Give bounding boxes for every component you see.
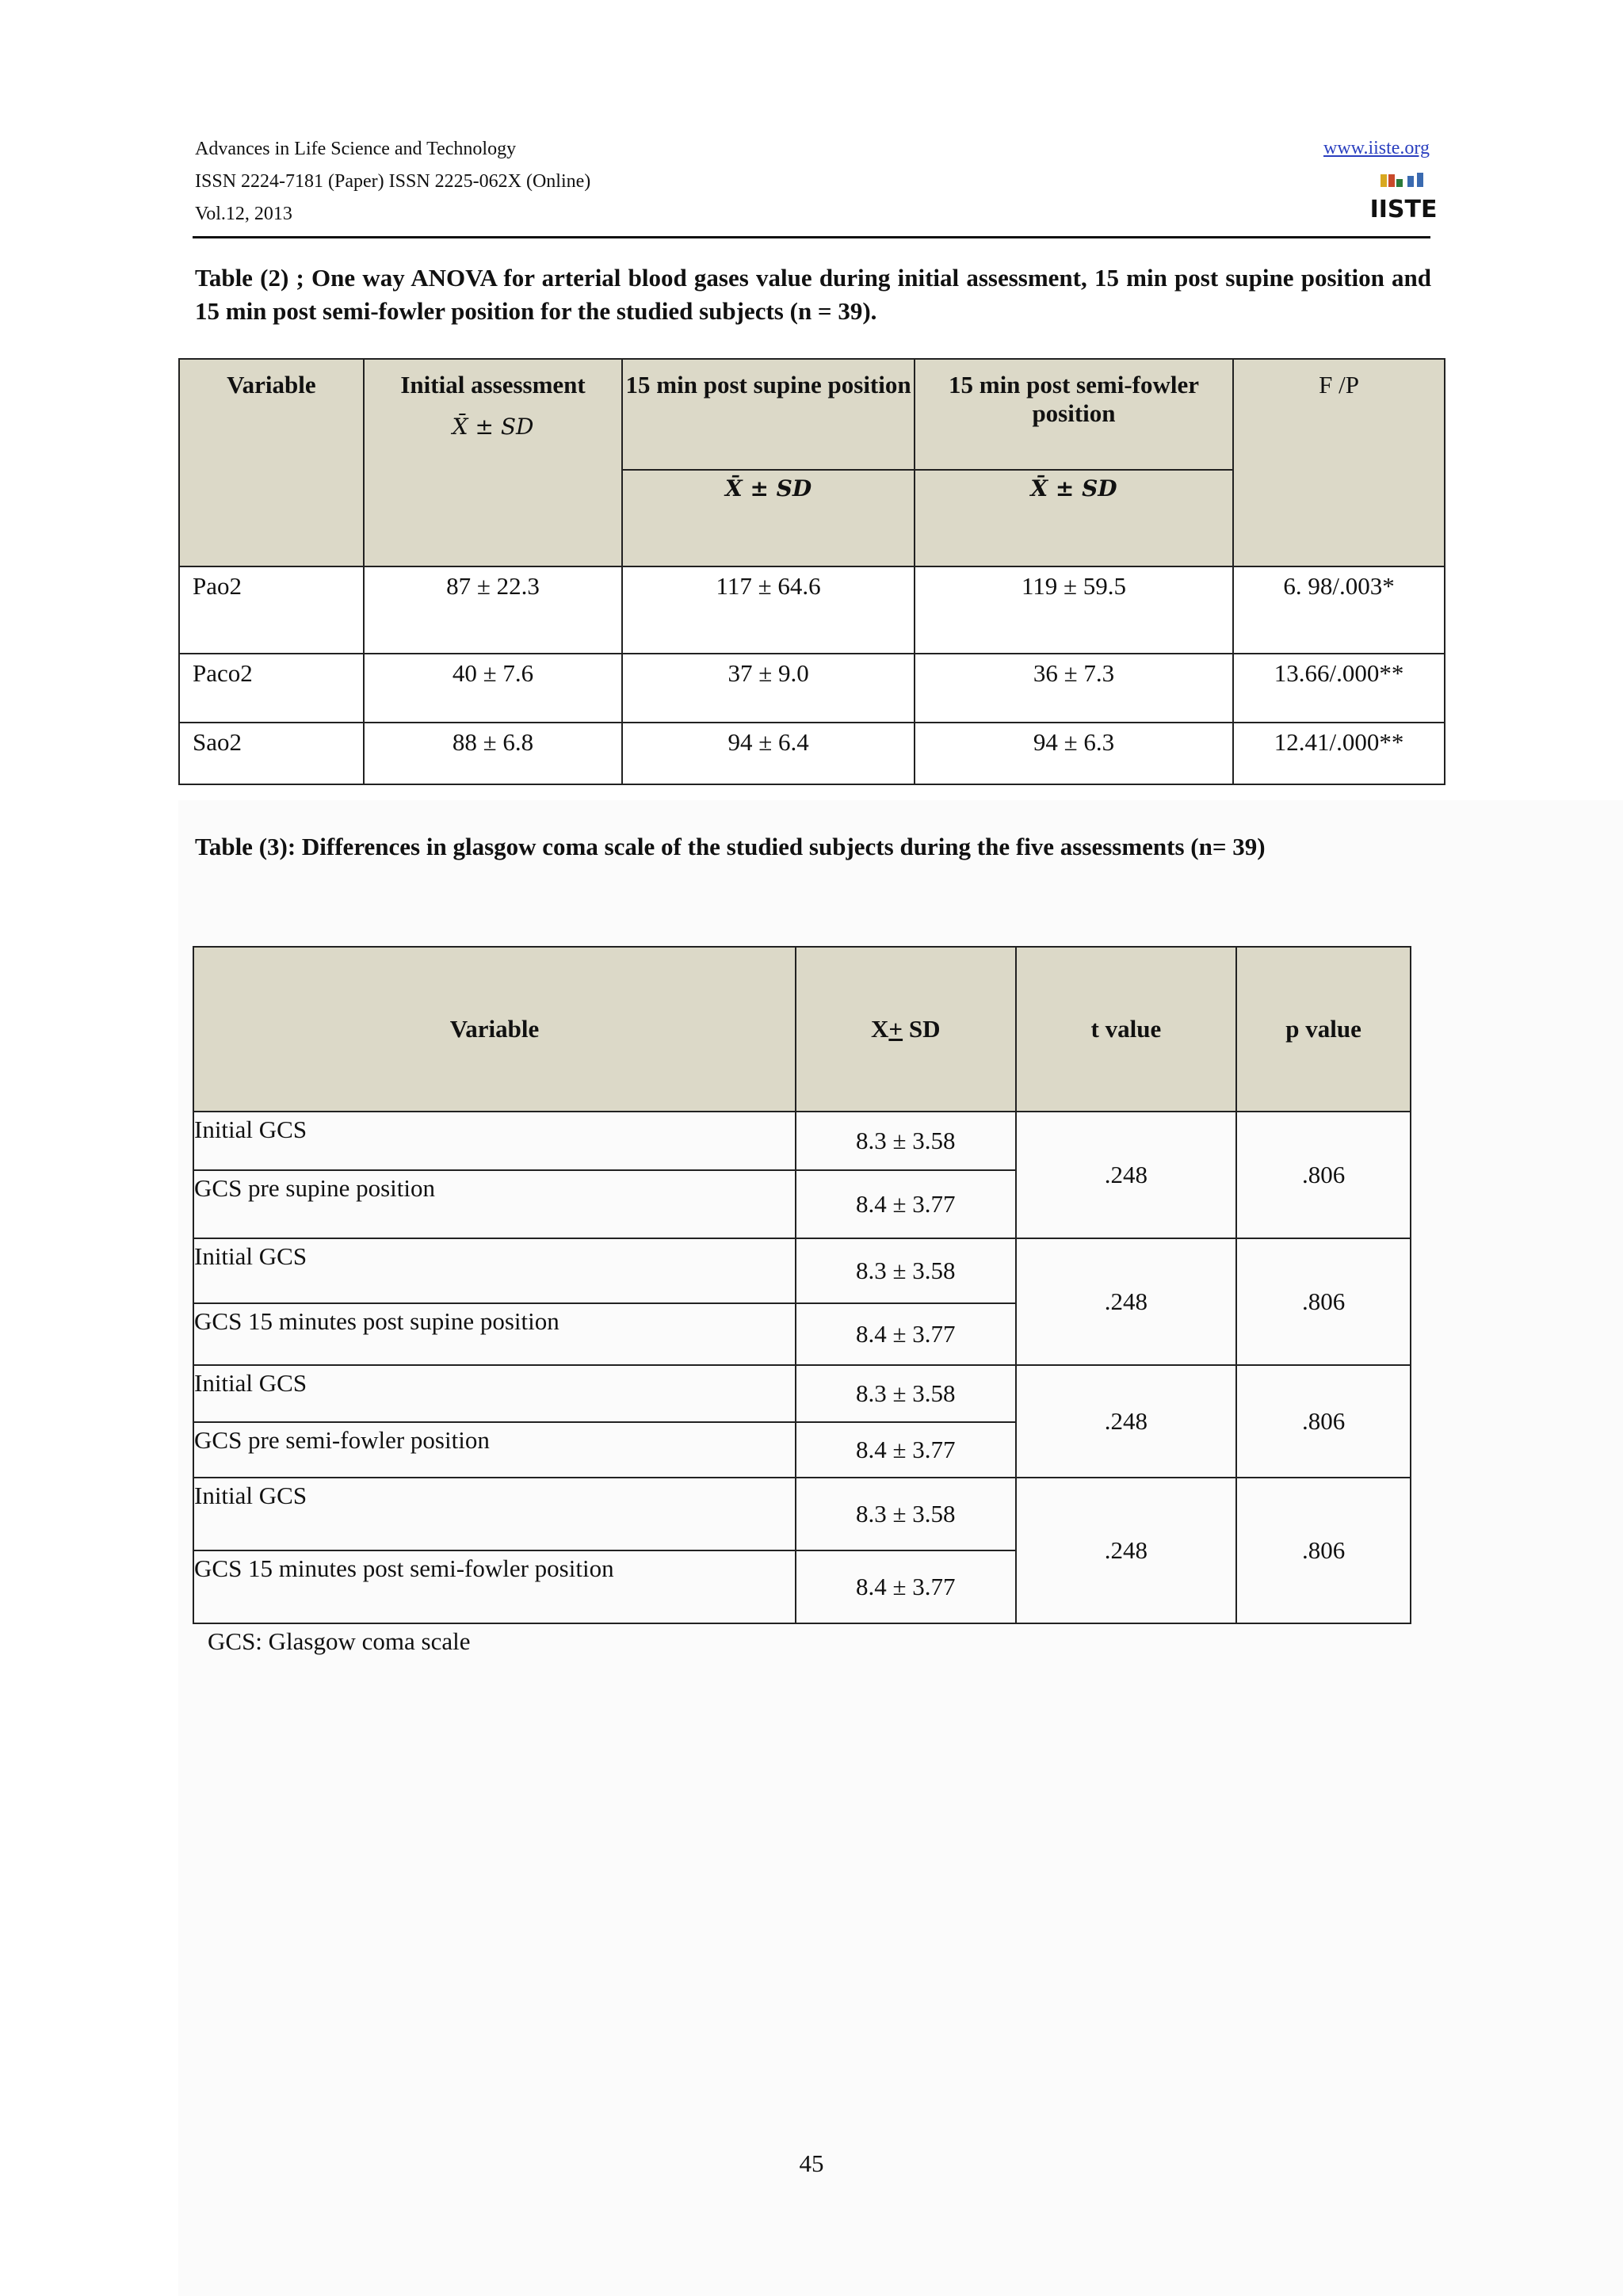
cell-variable: Paco2 [179,654,364,723]
cell-initial: 87 ± 22.3 [364,566,623,654]
table-row [179,566,1445,654]
iiste-logo [1369,171,1438,223]
cell-initial: 88 ± 6.8 [364,723,623,784]
svg-text:IISTE: IISTE [1369,196,1438,223]
stat-symbol: X̄ ± SD [452,414,534,440]
cell-variable: Sao2 [179,723,364,784]
table-row [179,723,1445,784]
table-row [179,654,1445,723]
cell-mean-sd: 8.4 ± 3.77 [796,1170,1016,1238]
cell-variable: Initial GCS [193,1112,796,1170]
cell-mean-sd: 8.4 ± 3.77 [796,1303,1016,1365]
cell-t-value: .248 [1016,1238,1237,1365]
cell-fp: 6. 98/.003* [1233,566,1445,654]
table2-caption: Table (2) ; One way ANOVA for arterial blood gases value during initial assessment, 15 min post supine position and 15 min post semi-fowler position for the studied subjects (n = 39). [195,264,1431,325]
table3-footnote: GCS: Glasgow coma scale [208,1627,471,1655]
cell-variable: GCS pre semi-fowler position [193,1422,796,1478]
anova-table [178,358,1445,785]
cell-supine: 94 ± 6.4 [622,723,914,784]
table-row [193,1478,1411,1550]
cell-p-value: .806 [1236,1238,1411,1365]
cell-variable: Initial GCS [193,1478,796,1550]
cell-variable: Initial GCS [193,1238,796,1303]
page-number: 45 [799,2149,824,2177]
col-header-variable: Variable [193,947,796,1112]
cell-initial: 40 ± 7.6 [364,654,623,723]
col-header-fp: F /P [1233,359,1445,566]
journal-name: Advances in Life Science and Technology [195,139,517,159]
cell-supine: 117 ± 64.6 [622,566,914,654]
cell-p-value: .806 [1236,1112,1411,1238]
cell-fp: 12.41/.000** [1233,723,1445,784]
cell-mean-sd: 8.3 ± 3.58 [796,1365,1016,1422]
cell-t-value: .248 [1016,1478,1237,1623]
col-header-supine: 15 min post supine position [622,359,914,470]
table3-caption: Table (3): Differences in glasgow coma scale of the studied subjects during the five assessments (n= 39) [195,833,1266,860]
cell-t-value: .248 [1016,1365,1237,1478]
cell-p-value: .806 [1236,1478,1411,1623]
table-row [193,1365,1411,1422]
issn-line: ISSN 2224-7181 (Paper) ISSN 2225-062X (Online) [195,171,591,192]
stat-symbol: X̄ ± SD [915,470,1233,566]
cell-semi-fowler: 36 ± 7.3 [915,654,1233,723]
gcs-table [193,946,1411,1624]
cell-p-value: .806 [1236,1365,1411,1478]
header-rule [193,236,1430,238]
col-header-mean-sd: X+ SD [796,947,1016,1112]
volume-line: Vol.12, 2013 [195,204,292,224]
col-header-semi-fowler: 15 min post semi-fowler position [915,359,1233,470]
cell-mean-sd: 8.3 ± 3.58 [796,1238,1016,1303]
table-row [193,1112,1411,1170]
cell-mean-sd: 8.3 ± 3.58 [796,1112,1016,1170]
cell-t-value: .248 [1016,1112,1237,1238]
cell-semi-fowler: 119 ± 59.5 [915,566,1233,654]
col-header-p-value: p value [1236,947,1411,1112]
table-row [193,1238,1411,1303]
cell-variable: Pao2 [179,566,364,654]
cell-variable: GCS 15 minutes post supine position [193,1303,796,1365]
cell-fp: 13.66/.000** [1233,654,1445,723]
cell-variable: GCS pre supine position [193,1170,796,1238]
cell-mean-sd: 8.3 ± 3.58 [796,1478,1016,1550]
col-header-variable: Variable [179,359,364,566]
cell-supine: 37 ± 9.0 [622,654,914,723]
col-header-initial: Initial assessment X̄ ± SD [364,359,623,566]
col-header-t-value: t value [1016,947,1237,1112]
cell-variable: Initial GCS [193,1365,796,1422]
cell-semi-fowler: 94 ± 6.3 [915,723,1233,784]
cell-variable: GCS 15 minutes post semi-fowler position [193,1550,796,1623]
cell-mean-sd: 8.4 ± 3.77 [796,1422,1016,1478]
stat-symbol: X̄ ± SD [622,470,914,566]
website-link[interactable]: www.iiste.org [1323,138,1430,158]
cell-mean-sd: 8.4 ± 3.77 [796,1550,1016,1623]
